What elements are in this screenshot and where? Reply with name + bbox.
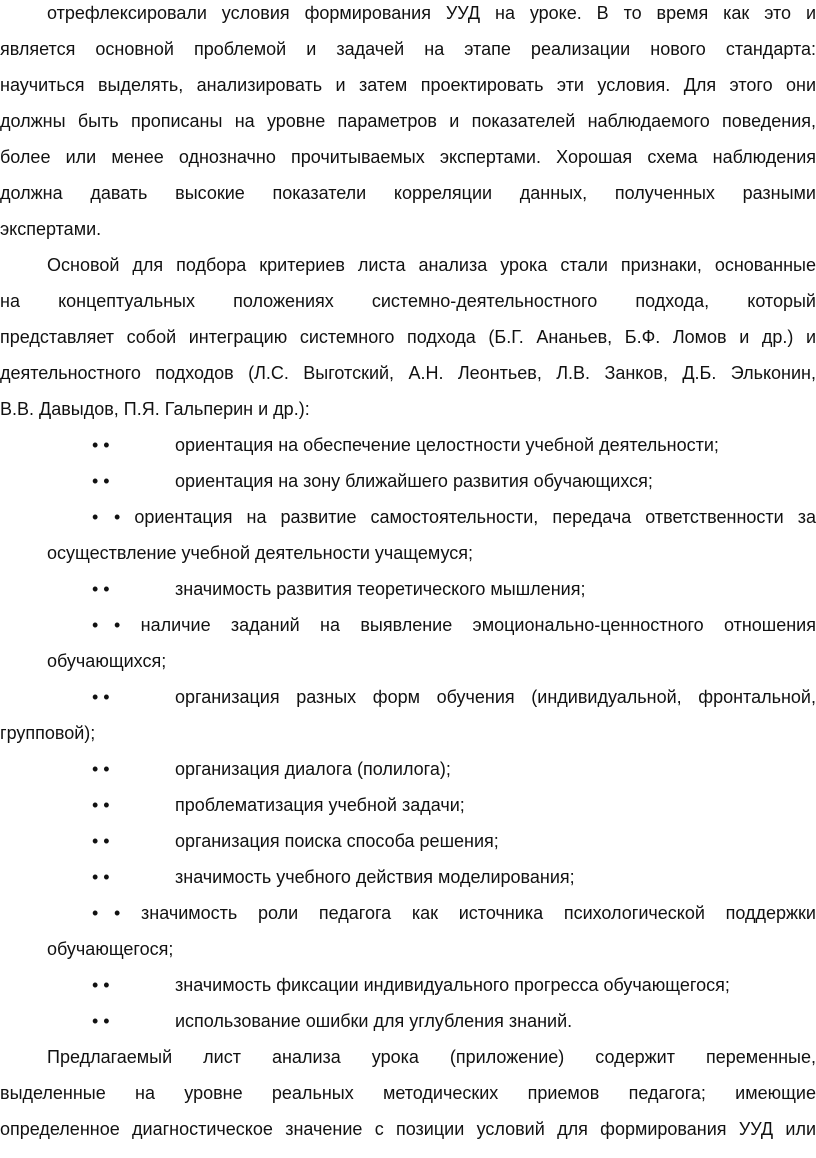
- list-item-continuation: обучающихся;: [47, 651, 167, 671]
- list-item: [0, 756, 816, 782]
- paragraph-2-line-3: представляет собой интеграцию системного подхода (Б.Г. Ананьев, Б.Ф. Ломов и др.) и: [0, 327, 816, 347]
- list-item-text: • значимость роли педагога как источника психологической поддержки: [114, 903, 816, 923]
- list-item-text: значимость развития теоретического мышления;: [175, 579, 586, 599]
- list-item-text: организация диалога (полилога);: [175, 759, 451, 779]
- list-item: [0, 1008, 816, 1034]
- paragraph-2-line-5: В.В. Давыдов, П.Я. Гальперин и др.):: [0, 399, 310, 419]
- list-item: [0, 432, 816, 458]
- paragraph-1-line-2: является основной проблемой и задачей на этапе реализации нового стандарта:: [0, 39, 816, 59]
- list-item: [0, 900, 816, 926]
- bullet-icon: • •: [92, 435, 110, 455]
- paragraph-2-line-2: на концептуальных положениях системно-деятельностного подхода, который: [0, 291, 816, 311]
- list-item-text: проблематизация учебной задачи;: [175, 795, 465, 815]
- paragraph-1-line-6: должна давать высокие показатели корреляции данных, полученных разными: [0, 183, 816, 203]
- list-item-text: организация разных форм обучения (индивидуальной, фронтальной,: [175, 687, 816, 707]
- list-item-continuation: осуществление учебной деятельности учащемуся;: [47, 543, 474, 563]
- list-item: [0, 864, 816, 890]
- list-item-text: использование ошибки для углубления знаний.: [175, 1011, 573, 1031]
- bullet-icon: • •: [92, 579, 110, 599]
- paragraph-1-line-7: экспертами.: [0, 219, 102, 239]
- bullet-icon: • •: [92, 1011, 110, 1031]
- list-item: [0, 612, 816, 638]
- list-item: [0, 828, 816, 854]
- bullet-icon: •: [92, 615, 99, 635]
- list-item-continuation: групповой);: [0, 723, 96, 743]
- list-item: [0, 972, 816, 998]
- paragraph-1-line-4: должны быть прописаны на уровне параметров и показателей наблюдаемого поведения,: [0, 111, 816, 131]
- list-item: [0, 792, 816, 818]
- paragraph-2-line-1: Основой для подбора критериев листа анализа урока стали признаки, основанные: [47, 255, 816, 275]
- bullet-icon: • •: [92, 795, 110, 815]
- paragraph-3-line-1: Предлагаемый лист анализа урока (приложение) содержит переменные,: [47, 1047, 816, 1067]
- list-item-text: значимость учебного действия моделирования;: [175, 867, 575, 887]
- list-item-text: • ориентация на развитие самостоятельности, передача ответственности за: [114, 507, 816, 527]
- paragraph-1-line-3: научиться выделять, анализировать и затем проектировать эти условия. Для этого они: [0, 75, 816, 95]
- list-item-continuation: обучающегося;: [47, 939, 174, 959]
- bullet-icon: • •: [92, 471, 110, 491]
- paragraph-2-line-4: деятельностного подходов (Л.С. Выготский, А.Н. Леонтьев, Л.В. Занков, Д.Б. Эльконин,: [0, 363, 816, 383]
- list-item: [0, 576, 816, 602]
- paragraph-3-line-3: определенное диагностическое значение с позиции условий для формирования УУД или: [0, 1119, 816, 1139]
- paragraph-3-line-2: выделенные на уровне реальных методических приемов педагога; имеющие: [0, 1083, 816, 1103]
- list-item-text: организация поиска способа решения;: [175, 831, 499, 851]
- paragraph-1-line-1: отрефлексировали условия формирования УУД на уроке. В то время как это и: [47, 3, 816, 23]
- list-item-text: • наличие заданий на выявление эмоционально-ценностного отношения: [114, 615, 816, 635]
- bullet-icon: •: [92, 903, 99, 923]
- list-item-text: ориентация на зону ближайшего развития обучающихся;: [175, 471, 653, 491]
- list-item-text: значимость фиксации индивидуального прогресса обучающегося;: [175, 975, 730, 995]
- list-item: [0, 684, 816, 710]
- paragraph-1-line-5: более или менее однозначно прочитываемых экспертами. Хорошая схема наблюдения: [0, 147, 816, 167]
- list-item: [0, 468, 816, 494]
- bullet-icon: •: [92, 507, 99, 527]
- bullet-icon: • •: [92, 975, 110, 995]
- bullet-icon: • •: [92, 867, 110, 887]
- bullet-icon: • •: [92, 759, 110, 779]
- list-item-text: ориентация на обеспечение целостности учебной деятельности;: [175, 435, 719, 455]
- list-item: [0, 504, 816, 530]
- bullet-icon: • •: [92, 831, 110, 851]
- bullet-icon: • •: [92, 687, 110, 707]
